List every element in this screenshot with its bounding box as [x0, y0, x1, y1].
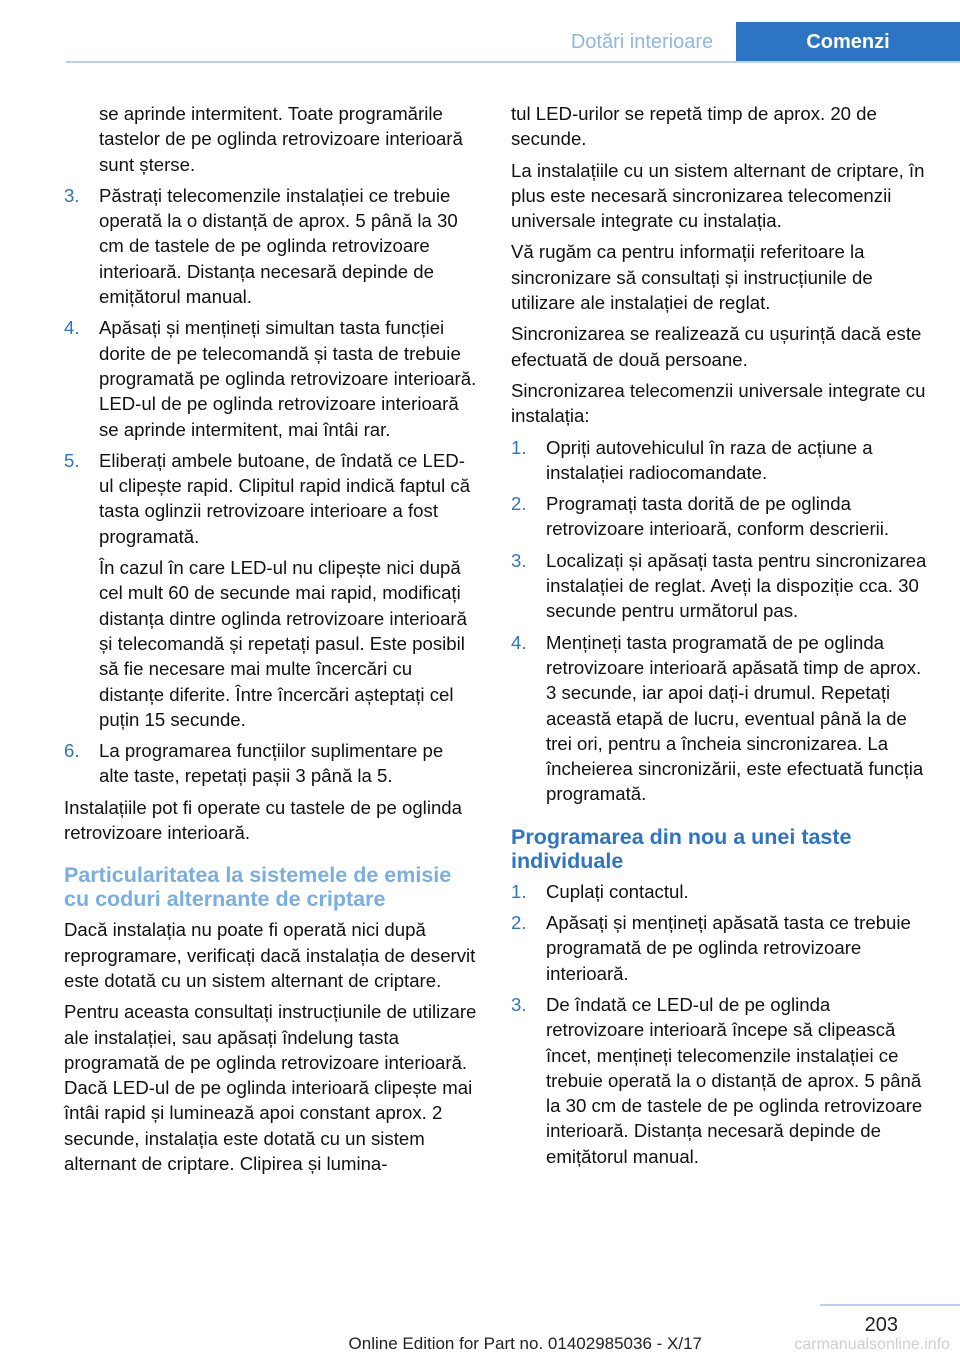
footer-rule: [820, 1304, 960, 1306]
step-text: Opriți autovehiculul în raza de acțiune a instalației radiocomandate.: [546, 436, 873, 483]
step-text: La programarea funcțiilor suplimentare pe alte taste, repetați pașii 3 până la 5.: [99, 740, 444, 787]
paragraph: tul LED-urilor se repetă timp de aprox. 20 de secunde.: [511, 103, 877, 150]
step-text: Programați tasta dorită de pe oglinda retrovizoare interioară, conform descrierii.: [546, 493, 890, 540]
left-column: [64, 101, 478, 1182]
step-number: 4.: [64, 317, 80, 339]
step-number: 2.: [511, 493, 527, 515]
step-note: În cazul în care LED-ul nu clipește nici după cel mult 60 de secunde mai rapid, modificați distanța dintre oglinda retrovizoare interioară și telecomandă și repetați pasul. Este posibil să fie necesare mai multe încercări cu distanțe diferite. Între încercări așteptați cel puțin 15 secunde.: [99, 557, 467, 730]
step-text: Apăsați și mențineți simultan tasta funcției dorite de pe telecomandă și tasta de trebuie programată pe oglinda retrovizoare interioară. LED-ul de pe oglinda retrovizoare interioară se aprinde intermitent, mai întâi rar.: [99, 317, 477, 440]
list-item: [511, 548, 929, 624]
list-item: [64, 738, 478, 789]
header-rule: [66, 61, 960, 63]
list-item: [511, 910, 929, 986]
step-number: 3.: [511, 549, 527, 571]
step-text: Apăsați și mențineți apăsată tasta ce trebuie programată de pe oglinda retrovizoare interioară.: [546, 912, 911, 984]
step-text: Mențineți tasta programată de pe oglinda retrovizoare interioară apăsată timp de aprox. 3 secunde, iar apoi dați-i drumul. Repetați această etapă de lucru, eventual până la de trei ori, pentru a încheia sincronizarea. La încheierea sincronizării, este efectuată funcția programată.: [546, 631, 924, 805]
programming-steps-list: [64, 183, 478, 789]
step-number: 5.: [64, 449, 80, 471]
list-item: [511, 435, 929, 486]
list-item: [64, 183, 478, 309]
list-item: [64, 448, 478, 732]
paragraph: Sincronizarea se realizează cu ușurință dacă este efectuată de două persoane.: [511, 323, 922, 370]
step-number: 6.: [64, 740, 80, 762]
step-text: Eliberați ambele butoane, de îndată ce LED-ul clipește rapid. Clipitul rapid indică faptul că tasta oglinzii retrovizoare interioare a fost programată.: [99, 449, 471, 547]
step-text: Cuplați contactul.: [546, 880, 689, 902]
list-item: [64, 315, 478, 441]
paragraph: Instalațiile pot fi operate cu tastele de pe oglinda retrovizoare interioară.: [64, 796, 462, 844]
right-column: [511, 101, 929, 1175]
section-tab: Dotări interioare: [570, 31, 714, 53]
watermark: carmanualsonline.info: [794, 1336, 950, 1353]
reprogram-steps-list: [511, 879, 929, 1169]
list-item: [511, 491, 929, 542]
list-item: [511, 630, 929, 807]
paragraph: La instalațiile cu un sistem alternant de criptare, în plus este necesară sincronizarea telecomenzii universale integrate cu instalația.: [511, 159, 925, 232]
paragraph: Vă rugăm ca pentru informații referitoare la sincronizare să consultați și instrucțiunile de utilizare ale instalației de reglat.: [511, 241, 873, 314]
step-number: 3.: [511, 993, 527, 1015]
sync-steps-list: [511, 435, 929, 807]
chapter-tab: Comenzi: [736, 22, 960, 62]
step-text: De îndată ce LED-ul de pe oglinda retrovizoare interioară începe să clipească încet, mențineți telecomenzile instalației ce trebuie operată la o distanță de aprox. 5 până la 30 cm de tastele de pe oglinda retrovizoare interioară. Distanța necesară depinde de emițătorul manual.: [546, 993, 923, 1167]
step-number: 1.: [511, 436, 527, 458]
paragraph: Dacă instalația nu poate fi operată nici după reprogramare, verificați dacă instalația de deservit este dotată cu un sistem alternant de criptare.: [64, 919, 476, 991]
paragraph: Pentru aceasta consultați instrucțiunile de utilizare ale instalației, sau apăsați îndelung tasta programată de pe oglinda retrovizoare interioară. Dacă LED-ul de pe oglinda interioară clipește mai întâi rapid și luminează apoi constant aprox. 2 secunde, instalația este dotată cu un sistem alternant de criptare. Clipirea și lumina-: [64, 1001, 477, 1174]
step-number: 3.: [64, 184, 80, 206]
list-item: [511, 879, 929, 904]
edition-footer: Online Edition for Part no. 01402985036 - X/17: [348, 1334, 702, 1353]
step-text: Păstrați telecomenzile instalației ce trebuie operată la o distanță de aprox. 5 până la 30 cm de tastele de pe oglinda retrovizoare interioară. Distanța necesară depinde de emițătorul manual.: [99, 184, 458, 308]
continued-step-text: se aprinde intermitent. Toate programările tastelor de pe oglinda retrovizoare interioară sunt șterse.: [99, 103, 463, 175]
step-number: 4.: [511, 631, 527, 653]
page-number: 203: [864, 1314, 898, 1336]
header-tab-bar: [0, 22, 960, 62]
step-text: Localizați și apăsați tasta pentru sincronizarea instalației de reglat. Aveți la dispoziție cca. 30 secunde pentru următorul pas.: [546, 549, 927, 622]
step-number: 1.: [511, 880, 527, 902]
paragraph: Sincronizarea telecomenzii universale integrate cu instalația:: [511, 379, 926, 427]
step-number: 2.: [511, 912, 527, 934]
section-heading: Particularitatea la sistemele de emisie cu coduri alternante de criptare: [64, 863, 452, 912]
list-item: [511, 992, 929, 1169]
section-heading: Programarea din nou a unei taste individuale: [511, 824, 852, 873]
